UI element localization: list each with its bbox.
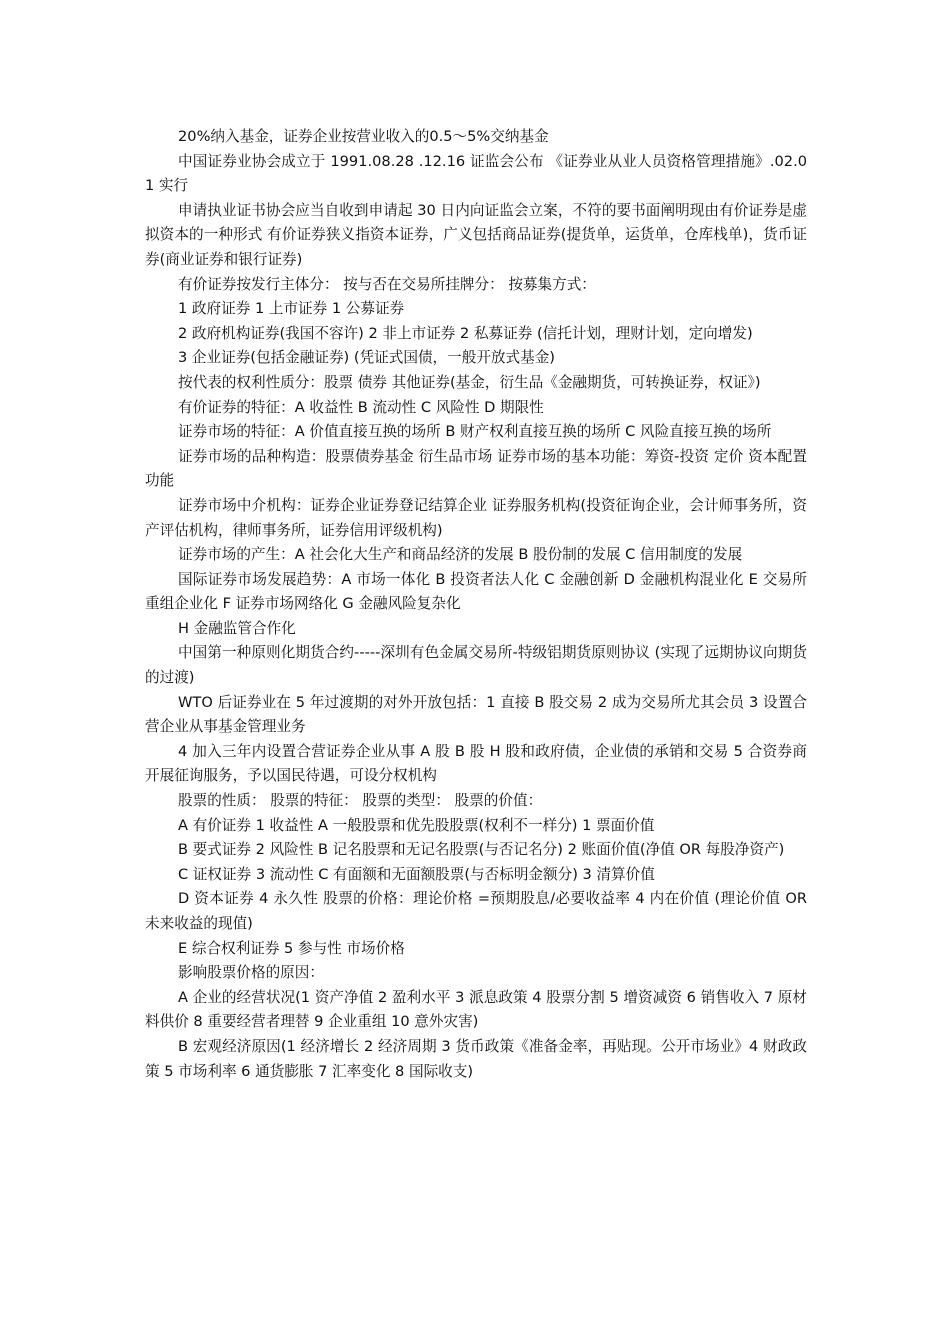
paragraph-association-founding: 中国证券业协会成立于 1991.08.28 .12.16 证监会公布 《证券业从业人员资格管理措施》.02.01 实行: [145, 152, 807, 195]
paragraph-wto-opening-cont: 4 加入三年内设置合营证券企业从事 A 股 B 股 H 股和政府债，企业债的承销和交易 5 合资券商开展征询服务，予以国民待遇，可设分权机构: [145, 742, 807, 785]
paragraph-market-structure: 证券市场的品种构造：股票债券基金 衍生品市场 证券市场的基本功能：筹资-投资 定价 资本配置功能: [145, 447, 807, 490]
paragraph-market-origin: 证券市场的产生：A 社会化大生产和商品经济的发展 B 股份制的发展 C 信用制度的发展: [178, 546, 743, 564]
paragraph-stock-header: 股票的性质： 股票的特征： 股票的类型： 股票的价值：: [178, 792, 543, 810]
paragraph-regulatory-cooperation: H 金融监管合作化: [178, 619, 296, 637]
paragraph-rights-classification: 按代表的权利性质分：股票 债券 其他证券(基金，衍生品《金融期货，可转换证券，权证》): [178, 373, 761, 391]
paragraph-international-trends: 国际证券市场发展趋势：A 市场一体化 B 投资者法人化 C 金融创新 D 金融机构混业化 E 交易所重组企业化 F 证券市场网络化 G 金融风险复杂化: [145, 570, 807, 613]
paragraph-macro-factors: B 宏观经济原因(1 经济增长 2 经济周期 3 货币政策《准备金率，再贴现。公开市场业》4 财政政策 5 市场利率 6 通货膨胀 7 汇率变化 8 国际收支): [145, 1037, 807, 1080]
paragraph-classification-row-1: 1 政府证券 1 上市证券 1 公募证券: [178, 300, 405, 318]
paragraph-stock-row-b: B 要式证券 2 风险性 B 记名股票和无记名股票(与否记名分) 2 账面价值(净值 OR 每股净资产): [178, 841, 785, 859]
document-page: [145, 125, 807, 1084]
paragraph-stock-row-e: E 综合权利证券 5 参与性 市场价格: [178, 939, 405, 957]
paragraph-classification-row-2: 2 政府机构证券(我国不容许) 2 非上市证券 2 私募证券 (信托计划，理财计划，定向增发): [178, 324, 753, 342]
paragraph-intermediaries: 证券市场中介机构：证券企业证券登记结算企业 证券服务机构(投资征询企业，会计师事务所，资产评估机构，律师事务所，证券信用评级机构): [145, 496, 807, 539]
paragraph-license-application: 申请执业证书协会应当自收到申请起 30 日内向证监会立案，不符的要书面阐明现由有价证券是虚拟资本的一种形式 有价证券狭义指资本证券，广义包括商品证券(提货单，运货单，仓库栈单)，货币证券(商业证券和银行证券): [145, 201, 807, 268]
paragraph-classification-row-3: 3 企业证券(包括金融证券) (凭证式国债，一般开放式基金): [178, 349, 555, 367]
paragraph-securities-features: 有价证券的特征：A 收益性 B 流动性 C 风险性 D 期限性: [178, 398, 544, 416]
paragraph-fund-contribution: 20%纳入基金，证券企业按营业收入的0.5～5%交纳基金: [178, 128, 549, 145]
paragraph-stock-row-d: D 资本证券 4 永久性 股票的价格：理论价格 =预期股息/必要收益率 4 内在价值 (理论价值 OR 未来收益的现值): [145, 890, 807, 932]
paragraph-stock-row-c: C 证权证券 3 流动性 C 有面额和无面额股票(与否标明金额分) 3 清算价值: [178, 865, 655, 883]
paragraph-price-factors-title: 影响股票价格的原因：: [178, 964, 324, 982]
paragraph-wto-opening: WTO 后证券业在 5 年过渡期的对外开放包括：1 直接 B 股交易 2 成为交易所尤其会员 3 设置合营企业从事基金管理业务: [145, 693, 807, 736]
paragraph-company-factors: A 企业的经营状况(1 资产净值 2 盈利水平 3 派息政策 4 股票分割 5 增资减资 6 销售收入 7 原材料供价 8 重要经营者理替 9 企业重组 10 意外灾害): [145, 988, 807, 1031]
paragraph-market-features: 证券市场的特征：A 价值直接互换的场所 B 财产权利直接互换的场所 C 风险直接互换的场所: [178, 423, 772, 441]
paragraph-first-futures-contract: 中国第一种原则化期货合约-----深圳有色金属交易所-特级铝期货原则协议 (实现了远期协议向期货的过渡): [145, 644, 807, 687]
paragraph-classification-header: 有价证券按发行主体分： 按与否在交易所挂牌分： 按募集方式：: [178, 275, 596, 293]
paragraph-stock-row-a: A 有价证券 1 收益性 A 一般股票和优先股股票(权利不一样分) 1 票面价值: [178, 816, 655, 834]
